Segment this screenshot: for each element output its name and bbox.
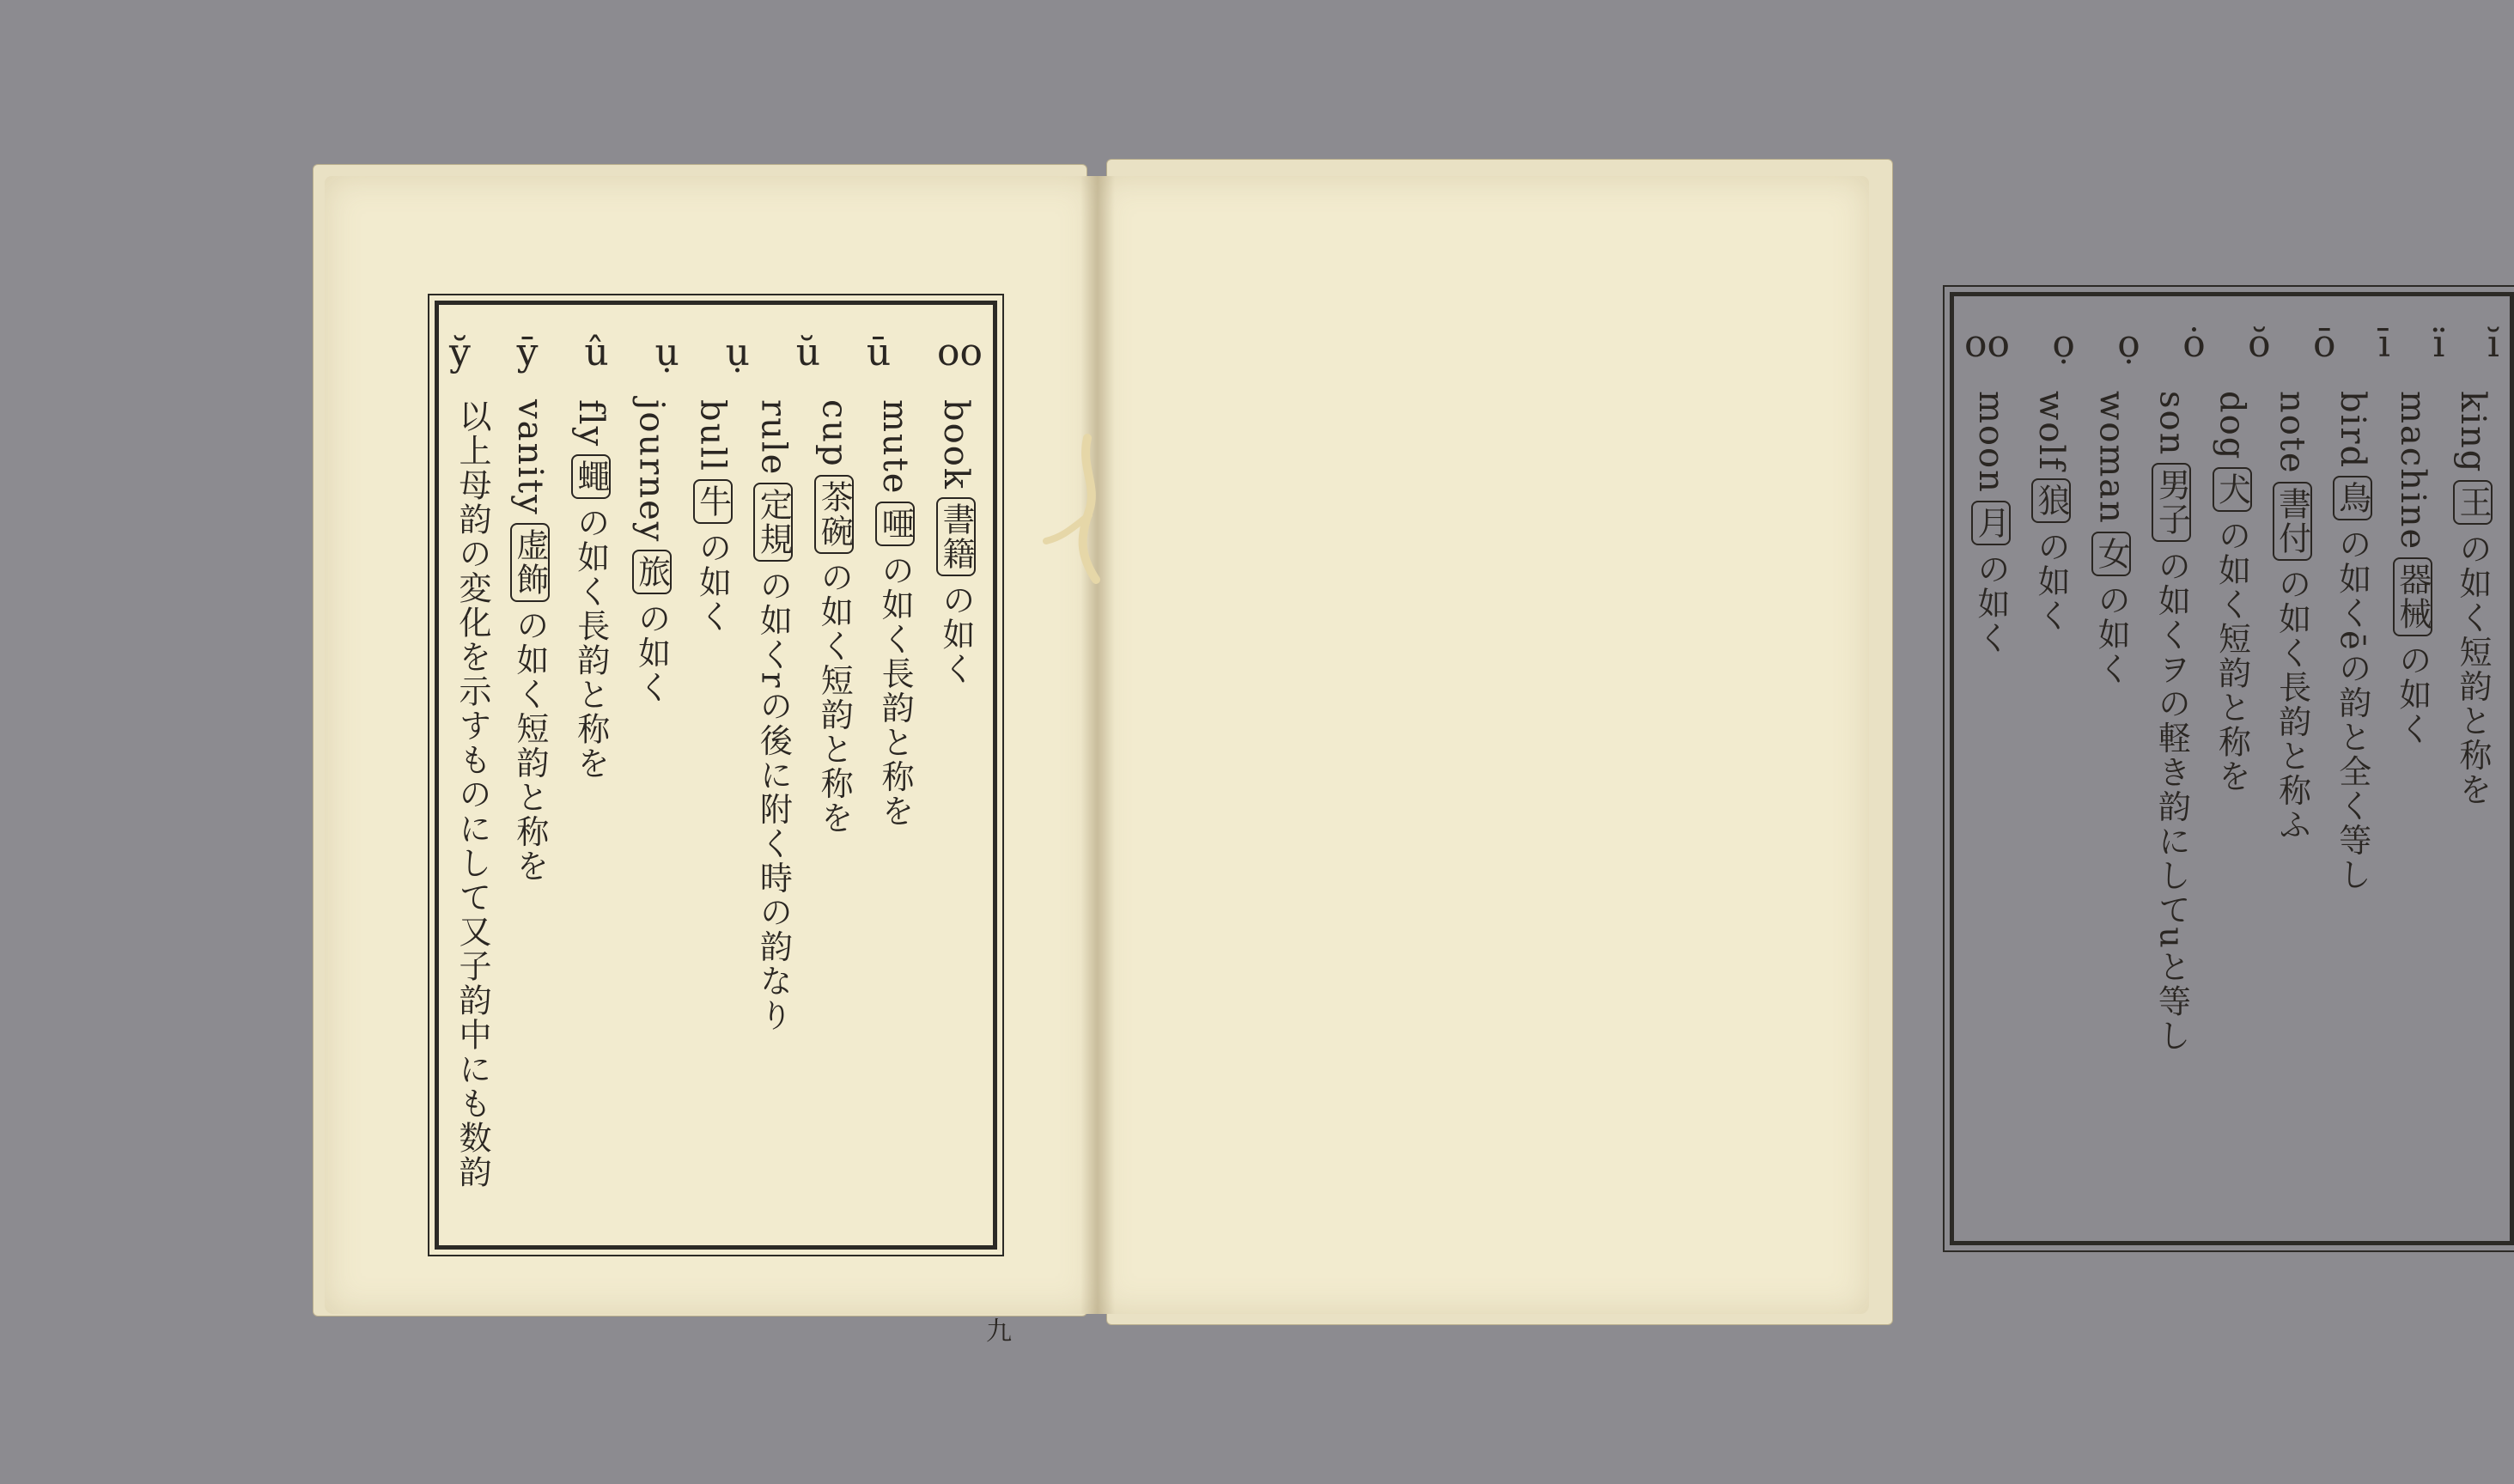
kanji-gloss: 鳥 (2333, 476, 2372, 520)
english-word: vanity (509, 399, 550, 516)
kanji-gloss: 男子 (2152, 463, 2191, 542)
kanji-gloss: 王 (2453, 480, 2493, 525)
vowel-mark: ī (2377, 322, 2390, 366)
right-vowel-header (1964, 322, 2499, 366)
vowel-mark: ŭ (795, 331, 821, 374)
entry-column (2152, 391, 2191, 1224)
explanation-text: の如く長韵と称ふ (2273, 567, 2311, 842)
kanji-gloss: 虚飾 (510, 523, 550, 602)
kanji-gloss: 唖 (875, 502, 915, 546)
entry-column (2273, 391, 2312, 1224)
left-vowel-header (449, 331, 983, 374)
explanation-text: の如く (693, 530, 732, 634)
entry-column (571, 399, 611, 1228)
entry-column (2091, 391, 2131, 1224)
entry-column (875, 399, 915, 1228)
vowel-mark: oo (937, 331, 983, 374)
kanji-gloss: 犬 (2213, 467, 2252, 512)
binding-string-icon (1063, 434, 1115, 588)
vowel-mark: y̆ (449, 331, 471, 374)
explanation-text: の如くrの後に附く時の韵なり (754, 569, 793, 1033)
entry-column (936, 399, 976, 1228)
left-page (325, 176, 1096, 1347)
explanation-text: の如く (2092, 582, 2131, 686)
english-word: bird (2332, 391, 2372, 470)
explanation-text: の如くヲの軽き韵にしてuと等し (2152, 549, 2191, 1053)
explanation-text: の如く短韵と称を (2454, 532, 2492, 807)
kanji-gloss: 牛 (693, 479, 733, 524)
vowel-mark: oo (1964, 322, 2010, 366)
vowel-mark: ō (2313, 322, 2336, 366)
english-word: dog (2212, 391, 2252, 461)
left-text-columns (453, 399, 976, 1228)
kanji-gloss: 月 (1971, 501, 2011, 545)
kanji-gloss: 旅 (632, 550, 672, 594)
english-word: king (2453, 391, 2493, 474)
english-word: machine (2392, 391, 2432, 551)
vowel-mark: û (584, 331, 609, 374)
vowel-mark: ụ (725, 331, 750, 374)
right-page (1096, 176, 2499, 1314)
kanji-gloss: 定規 (753, 483, 793, 562)
english-word: son (2152, 391, 2192, 457)
entry-column (2393, 391, 2432, 1224)
entry-column (2333, 391, 2372, 1224)
right-page-frame (1950, 292, 2514, 1245)
explanation-text: の如く (937, 583, 975, 687)
kanji-gloss: 書付 (2273, 482, 2312, 561)
entry-column (2213, 391, 2252, 1224)
book-gutter (1080, 176, 1115, 1314)
english-word: journey (631, 399, 672, 544)
open-book (325, 159, 2499, 1347)
entry-column (1971, 391, 2011, 1224)
entry-column (2453, 391, 2493, 1224)
right-text-columns (1971, 391, 2493, 1224)
vowel-mark: ȳ (516, 331, 539, 374)
explanation-text: の如く (2393, 643, 2432, 747)
english-word: woman (2091, 391, 2132, 525)
explanation-text: の如く (632, 601, 671, 705)
vowel-mark: ụ (654, 331, 679, 374)
kanji-gloss: 器械 (2393, 557, 2432, 636)
entry-column (2031, 391, 2071, 1224)
explanation-text: の如くēの韵と全く等し (2333, 527, 2371, 892)
vowel-mark: ï (2432, 322, 2445, 366)
vowel-mark: ọ (2117, 322, 2140, 366)
english-word: fly (570, 399, 611, 448)
entry-column (814, 399, 854, 1228)
kanji-gloss: 狼 (2031, 478, 2071, 523)
explanation-text: の如く短韵と称を (510, 608, 549, 884)
english-word: book (936, 399, 976, 491)
left-page-frame (435, 301, 997, 1250)
english-word: rule (753, 399, 794, 477)
explanation-text: の如く (1972, 551, 2010, 655)
english-word: cup (814, 399, 855, 468)
explanation-text: の如く長韵と称を (876, 553, 915, 829)
entry-column (632, 399, 672, 1228)
explanation-text: の如く長韵と称を (571, 506, 610, 782)
kanji-gloss: 蠅 (571, 454, 611, 499)
explanation-text: の如く短韵と称を (2213, 519, 2251, 794)
vowel-mark: ŏ (2248, 322, 2271, 366)
english-word: wolf (2031, 391, 2072, 471)
explanation-text: の如く (2032, 529, 2071, 633)
entry-column (753, 399, 793, 1228)
vowel-mark: ȯ (2182, 322, 2206, 366)
kanji-gloss: 書籍 (936, 497, 976, 576)
english-word: moon (1971, 391, 2011, 494)
vowel-mark: ọ (2052, 322, 2075, 366)
english-word: note (2272, 391, 2312, 475)
vowel-mark: ū (866, 331, 892, 374)
kanji-gloss: 茶碗 (814, 475, 854, 554)
entry-column (510, 399, 550, 1228)
entry-column (693, 399, 733, 1228)
explanation-text: の如く短韵と称を (815, 560, 854, 836)
english-word: bull (692, 399, 733, 472)
vowel-mark: ĭ (2487, 322, 2499, 366)
page-number: 九 (986, 1317, 1012, 1347)
closing-text: 以上母韵の変化を示すものにして又子韵中にも数韵 (453, 399, 491, 1189)
kanji-gloss: 女 (2091, 532, 2131, 576)
english-word: mute (875, 399, 916, 496)
